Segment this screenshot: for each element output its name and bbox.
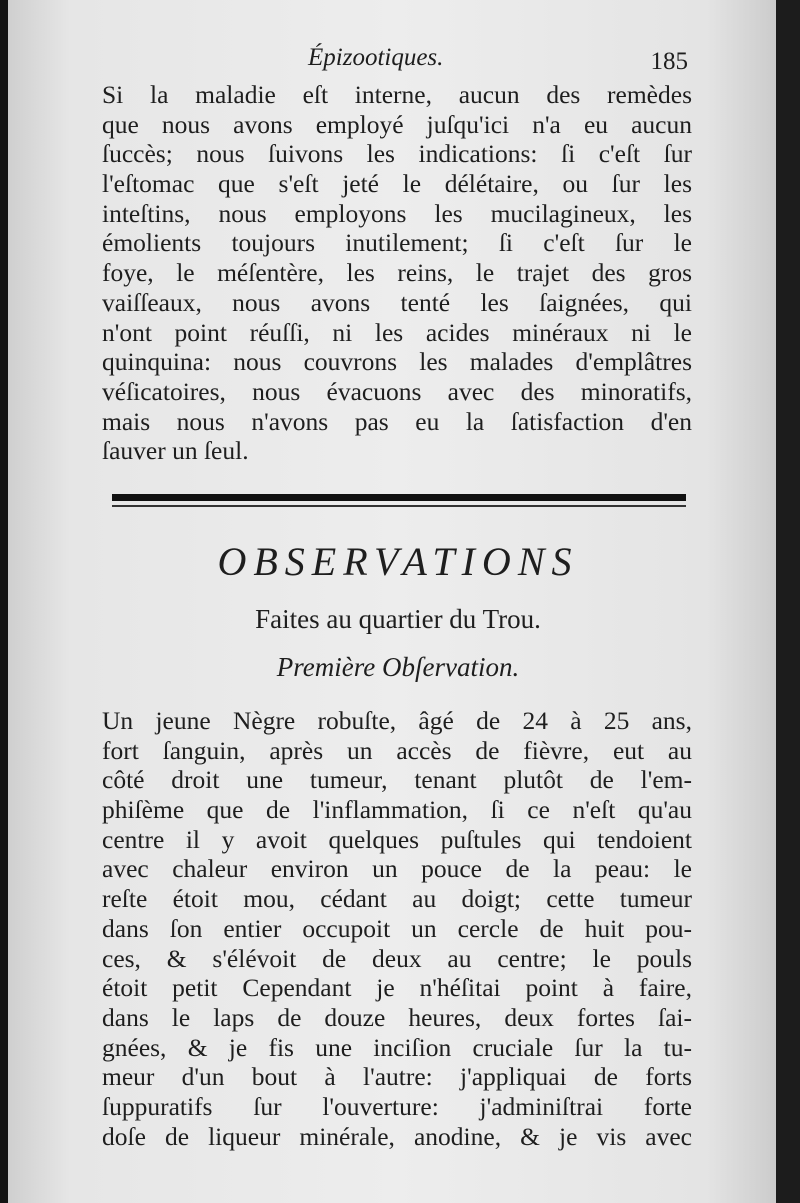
text-line: vaiſſeaux, nous avons tenté les ſaignées, qui — [102, 287, 692, 317]
text-line: Un jeune Nègre robuſte, âgé de 24 à 25 ans, — [102, 706, 692, 735]
paragraph-first-observation — [102, 706, 692, 1151]
text-line: fort ſanguin, après un accès de fièvre, eut au — [102, 735, 692, 765]
text-line: émolients toujours inutilement; ſi c'eſt ſur le — [102, 228, 692, 258]
text-line: côté droit une tumeur, tenant plutôt de l'em- — [102, 765, 692, 795]
text-line: gnées, & je fis une inciſion cruciale ſur la tu- — [102, 1032, 692, 1062]
text-line: doſe de liqueur minérale, anodine, & je vis avec — [102, 1121, 692, 1151]
text-line: dans ſon entier occupoit un cercle de huit pou- — [102, 913, 692, 943]
text-line: Si la maladie eſt interne, aucun des remèdes — [102, 80, 692, 109]
text-line: foye, le méſentère, les reins, le trajet des gros — [102, 258, 692, 288]
text-line: quinquina: nous couvrons les malades d'emplâtres — [102, 347, 692, 377]
page-edge-shadow — [776, 0, 800, 1203]
text-line: meur d'un bout à l'autre: j'appliquai de forts — [102, 1062, 692, 1092]
observation-heading: Première Obſervation. — [276, 652, 520, 682]
page-number: 185 — [650, 48, 688, 75]
section-subtitle: Faites au quartier du Trou. — [255, 604, 541, 634]
text-line: ces, & s'élévoit de deux au centre; le pouls — [102, 943, 692, 973]
text-line: dans le laps de douze heures, deux fortes ſai- — [102, 1002, 692, 1032]
text-line: l'eſtomac que s'eſt jeté le délétaire, ou ſur les — [102, 169, 692, 199]
running-head-title: Épizootiques. — [308, 44, 444, 71]
text-line: centre il y avoit quelques puſtules qui tendoient — [102, 824, 692, 854]
running-head — [98, 44, 688, 78]
text-line: mais nous n'avons pas eu la ſatisfaction d'en — [102, 406, 692, 436]
text-line: ſuccès; nous ſuivons les indications: ſi c'eſt ſur — [102, 139, 692, 169]
text-line: avec chaleur environ un pouce de la peau: le — [102, 854, 692, 884]
text-line: ſuppuratifs ſur l'ouverture: j'adminiſtrai forte — [102, 1091, 692, 1121]
book-page — [8, 0, 784, 1203]
text-line: inteſtins, nous employons les mucilagineux, les — [102, 198, 692, 228]
text-line: que nous avons employé juſqu'ici n'a eu aucun — [102, 109, 692, 139]
section-title: OBSERVATIONS — [217, 539, 579, 584]
section-divider-thin — [112, 505, 686, 507]
section-divider-thick — [112, 494, 686, 501]
text-line: reſte étoit mou, cédant au doigt; cette tumeur — [102, 884, 692, 914]
text-line: phiſème que de l'inflammation, ſi ce n'eſt qu'au — [102, 795, 692, 825]
paragraph-disease-internal — [102, 80, 692, 466]
text-line: n'ont point réuſſi, ni les acides minéraux ni le — [102, 317, 692, 347]
text-line: ſauver un ſeul. — [102, 436, 249, 466]
text-line: étoit petit Cependant je n'héſitai point à faire, — [102, 973, 692, 1003]
text-line: véſicatoires, nous évacuons avec des minoratifs, — [102, 376, 692, 406]
